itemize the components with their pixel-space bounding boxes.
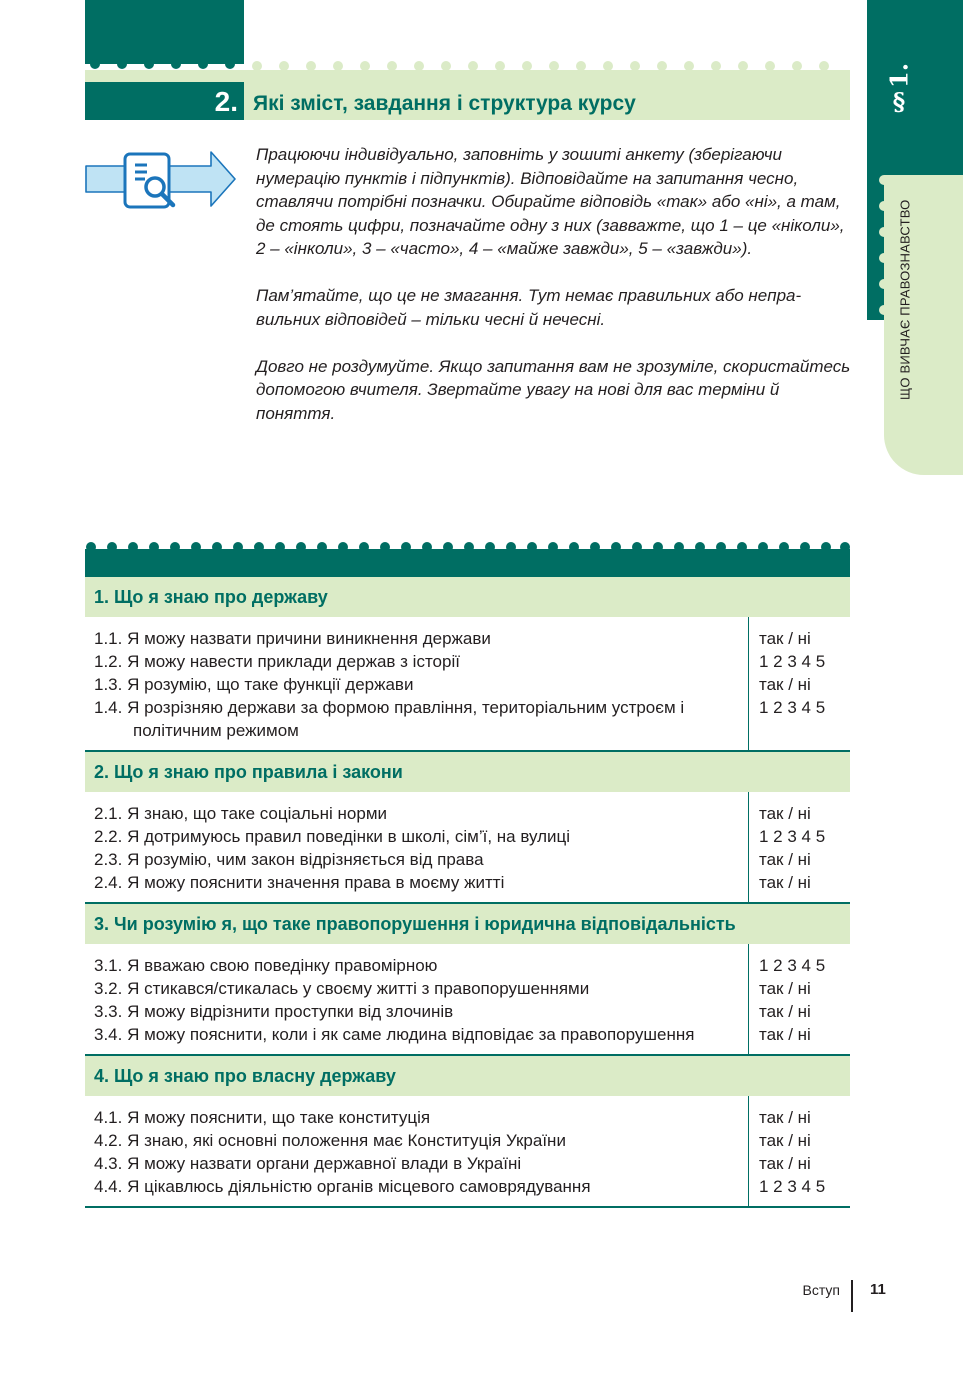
survey-answer-options: так / ні [759, 1025, 811, 1044]
survey-section-title: 2. Що я знаю про правила і закони [85, 751, 850, 792]
survey-questions [85, 792, 749, 903]
survey-question: 1.4. Я розрізняю держави за формою правління, територіальним устроєм і політичним режимом [94, 698, 685, 740]
table-top-band [85, 549, 850, 575]
footer-divider [851, 1280, 853, 1312]
survey-answer-options: так / ні [759, 675, 811, 694]
survey-answer-options: 1 2 3 4 5 [759, 652, 826, 671]
survey-questions [85, 617, 749, 751]
survey-answer-options: так / ні [759, 850, 811, 869]
footer-chapter-label: Вступ [802, 1282, 840, 1298]
chapter-section-mark: §1. [884, 62, 914, 118]
survey-answer-options: так / ні [759, 1108, 811, 1127]
survey-answers [749, 792, 851, 903]
page-number: 11 [870, 1281, 886, 1298]
survey-section-title: 4. Що я знаю про власну державу [85, 1055, 850, 1096]
section-title: Які зміст, завдання і структура курсу [253, 92, 636, 115]
survey-question: 1.1. Я можу назвати причини виникнення держави [94, 629, 491, 648]
survey-answer-options: так / ні [759, 1131, 811, 1150]
survey-answers [749, 944, 851, 1055]
survey-section-body [85, 617, 850, 751]
survey-question: 3.4. Я можу пояснити, коли і як саме людина відповідає за правопорушення [94, 1025, 695, 1044]
survey-answer-options: так / ні [759, 804, 811, 823]
survey-answer-options: так / ні [759, 629, 811, 648]
survey-answer-options: так / ні [759, 979, 811, 998]
survey-question: 2.2. Я дотримуюсь правил поведінки в школі, сім’ї, на вулиці [94, 827, 571, 846]
survey-question: 3.3. Я можу відрізнити проступки від злочинів [94, 1002, 454, 1021]
survey-question: 4.1. Я можу пояснити, що таке конституція [94, 1108, 431, 1127]
instruction-paragraph: Пам’ятайте, що це не змагання. Тут немає правильних або неправильних відповідей – тільки чесні й нечесні. [256, 286, 802, 329]
survey-section-header [85, 751, 850, 792]
survey-answers [749, 617, 851, 751]
survey-answer-options: так / ні [759, 873, 811, 892]
survey-question: 2.4. Я можу пояснити значення права в моєму житті [94, 873, 505, 892]
survey-answers [749, 1096, 851, 1207]
document-search-arrow-icon [85, 148, 237, 214]
survey-question: 2.3. Я розумію, чим закон відрізняється від права [94, 850, 484, 869]
survey-question: 3.1. Я вважаю свою поведінку правомірною [94, 956, 438, 975]
survey-section-title: 3. Чи розумію я, що таке правопорушення і юридична відповідальність [85, 903, 850, 944]
top-decor-block [85, 0, 244, 60]
survey-section-body [85, 1096, 850, 1207]
survey-question: 4.2. Я знаю, які основні положення має Конституція України [94, 1131, 566, 1150]
survey-question: 2.1. Я знаю, що таке соціальні норми [94, 804, 388, 823]
survey-answer-options: 1 2 3 4 5 [759, 698, 826, 717]
survey-answer-options: так / ні [759, 1002, 811, 1021]
instruction-paragraph: Довго не роздумуйте. Якщо запитання вам не зрозуміле, скористайтесь допомогою вчителя. Звертайте увагу на нові для вас терміни й поняття. [256, 356, 851, 423]
survey-section-body [85, 792, 850, 903]
task-instructions [256, 143, 856, 425]
survey-section-header [85, 576, 850, 617]
section-number: 2. [214, 86, 238, 117]
survey-section-header [85, 903, 850, 944]
survey-question: 4.3. Я можу назвати органи державної влади в Україні [94, 1154, 522, 1173]
survey-answer-options: так / ні [759, 1154, 811, 1173]
survey-table [85, 575, 850, 1208]
instruction-paragraph: Працюючи індивідуально, заповніть у зошиті анкету (зберігаючи нумерацію пунктів і підпунктів). Відповідайте на запитання чесно, ставлячи потрібні позначки. Обирайте відповідь «так» або «ні», а там, де стоять цифри, позначайте одну з них (завважте, що 1 – це «ніколи», 2 – «інколи», 3 – «часто», 4 – «майже завжди», 5 – «завжди»). [256, 145, 845, 258]
side-tab-scallop-decor [870, 172, 890, 322]
survey-questions [85, 1096, 749, 1207]
survey-answer-options: 1 2 3 4 5 [759, 827, 826, 846]
survey-question: 1.2. Я можу навести приклади держав з історії [94, 652, 460, 671]
survey-question: 3.2. Я стикався/стикалась у своєму житті з правопорушеннями [94, 979, 590, 998]
survey-section-body [85, 944, 850, 1055]
survey-questions [85, 944, 749, 1055]
survey-section-header [85, 1055, 850, 1096]
survey-question: 4.4. Я цікавлюсь діяльністю органів місцевого самоврядування [94, 1177, 591, 1196]
chapter-label: ЩО ВИВЧАЄ ПРАВОЗНАВСТВО [897, 199, 913, 400]
survey-answer-options: 1 2 3 4 5 [759, 956, 826, 975]
survey-question: 1.3. Я розумію, що таке функції держави [94, 675, 414, 694]
survey-answer-options: 1 2 3 4 5 [759, 1177, 826, 1196]
survey-section-title: 1. Що я знаю про державу [85, 576, 850, 617]
